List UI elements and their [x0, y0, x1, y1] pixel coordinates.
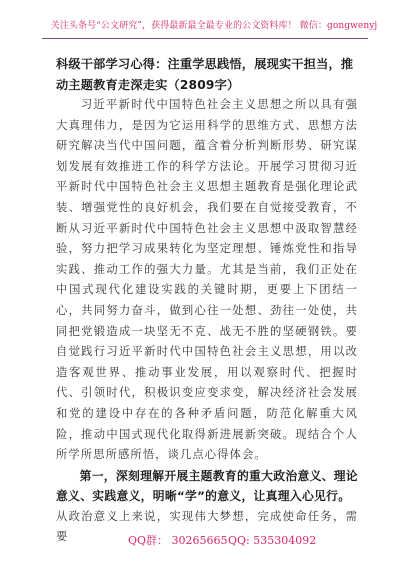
intro-paragraph: 习近平新时代中国特色社会主义思想之所以具有强大真理伟力，是因为它运用科学的思维方式、思想方法研究解决当代中国问题，蕴含着分析判断形势、研究谋划发展有效推进工作的科学方法论。开展学习贯彻习近平新时代中国特色社会主义思想主题教育是强化理论武装、增强党性的良好机会，我们要在自觉接受教育，不断从习近平新时代中国特色社会主义思想中汲取智慧经验，努力把学习成果转化为坚定理想、锤炼党性和指导实践、推动工作的强大力量。尤其是当前，我们正处在中国式现代化建设实践的关键时期，更要上下团结一心，共同努力奋斗，做到心往一处想、劲往一处使，共同把党锻造成一块坚无不克、战无不胜的坚硬钢铁。要自觉践行习近平新时代中国特色社会主义思想，用以改造客观世界、推动事业发展，用以观察时代、把握时代、引领时代，积极识变应变求变，解决经济社会发展和党的建设中存在的各种矛盾问题，防范化解重大风险，推动中国式现代化取得新进展新突破。现结合个人所学所思所感所悟，谈几点心得体会。 [56, 98, 358, 462]
section-heading: 第一，深刻理解开展主题教育的重大政治意义、理论意义、实践意义，明晰“学”的意义，让真理入心见行。 [56, 468, 358, 504]
document-body [56, 54, 358, 548]
header-divider [42, 38, 368, 39]
body-paragraph: 从政治意义上来说，实现伟大梦想，完成使命任务，需要 [56, 509, 358, 544]
qq-group-link[interactable]: QQ群： 30265665 [128, 534, 228, 547]
qq-contact-link[interactable]: QQ: 535304092 [228, 534, 317, 547]
document-title: 科级干部学习心得：注重学思践悟，展现实干担当，推动主题教育走深走实（2809字） [56, 57, 354, 92]
promo-banner[interactable]: 关注头条号“公文研究”，获得最新最全最专业的公文资料库！ 微信：gongwenyj [50, 21, 378, 31]
